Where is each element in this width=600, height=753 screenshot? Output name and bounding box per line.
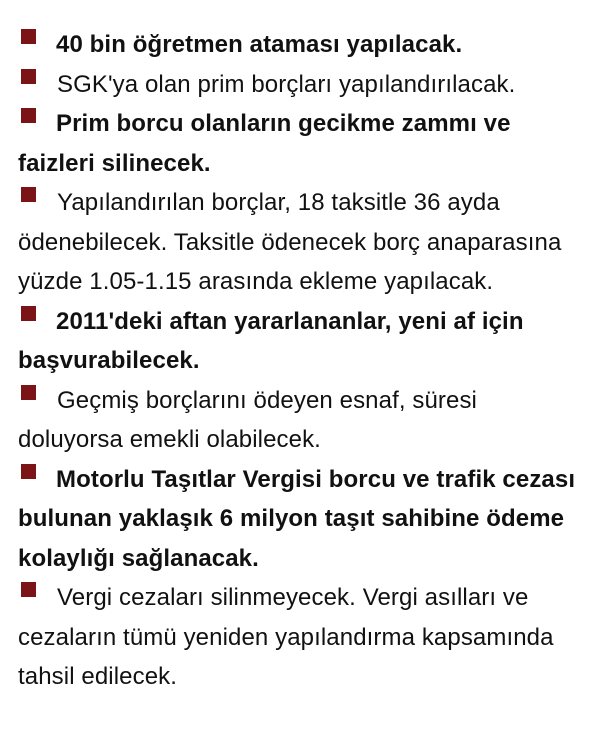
square-bullet-icon — [21, 108, 36, 123]
square-bullet-icon — [21, 464, 36, 479]
list-item — [18, 104, 582, 183]
square-bullet-icon — [21, 187, 36, 202]
list-item-text: Motorlu Taşıtlar Vergisi borcu ve trafik cezası bulunan yaklaşık 6 milyon taşıt sahibine ödeme kolaylığı sağlanacak. — [18, 465, 576, 572]
list-item-text: Vergi cezaları silinmeyecek. Vergi asılları ve cezaların tümü yeniden yapılandırma kapsamında tahsil edilecek. — [18, 584, 554, 690]
square-bullet-icon — [21, 29, 36, 44]
list-item — [18, 183, 582, 302]
list-item — [18, 578, 582, 697]
list-item-text: Prim borcu olanların gecikme zammı ve faizleri silinecek. — [18, 110, 511, 177]
list-item-text: Geçmiş borçlarını ödeyen esnaf, süresi doluyorsa emekli olabilecek. — [18, 386, 477, 453]
list-item-text: Yapılandırılan borçlar, 18 taksitle 36 ayda ödenebilecek. Taksitle ödenecek borç anaparasına yüzde 1.05-1.15 arasında ekleme yapılacak. — [18, 189, 562, 295]
list-item — [18, 460, 582, 579]
square-bullet-icon — [21, 69, 36, 84]
list-item-text: SGK'ya olan prim borçları yapılandırılacak. — [57, 70, 516, 98]
list-item — [18, 65, 582, 105]
list-item — [18, 381, 582, 460]
list-item — [18, 25, 582, 65]
list-item — [18, 302, 582, 381]
square-bullet-icon — [21, 306, 36, 321]
square-bullet-icon — [21, 582, 36, 597]
list-item-text: 2011'deki aftan yararlananlar, yeni af için başvurabilecek. — [18, 307, 524, 374]
square-bullet-icon — [21, 385, 36, 400]
list-item-text: 40 bin öğretmen ataması yapılacak. — [56, 31, 463, 58]
